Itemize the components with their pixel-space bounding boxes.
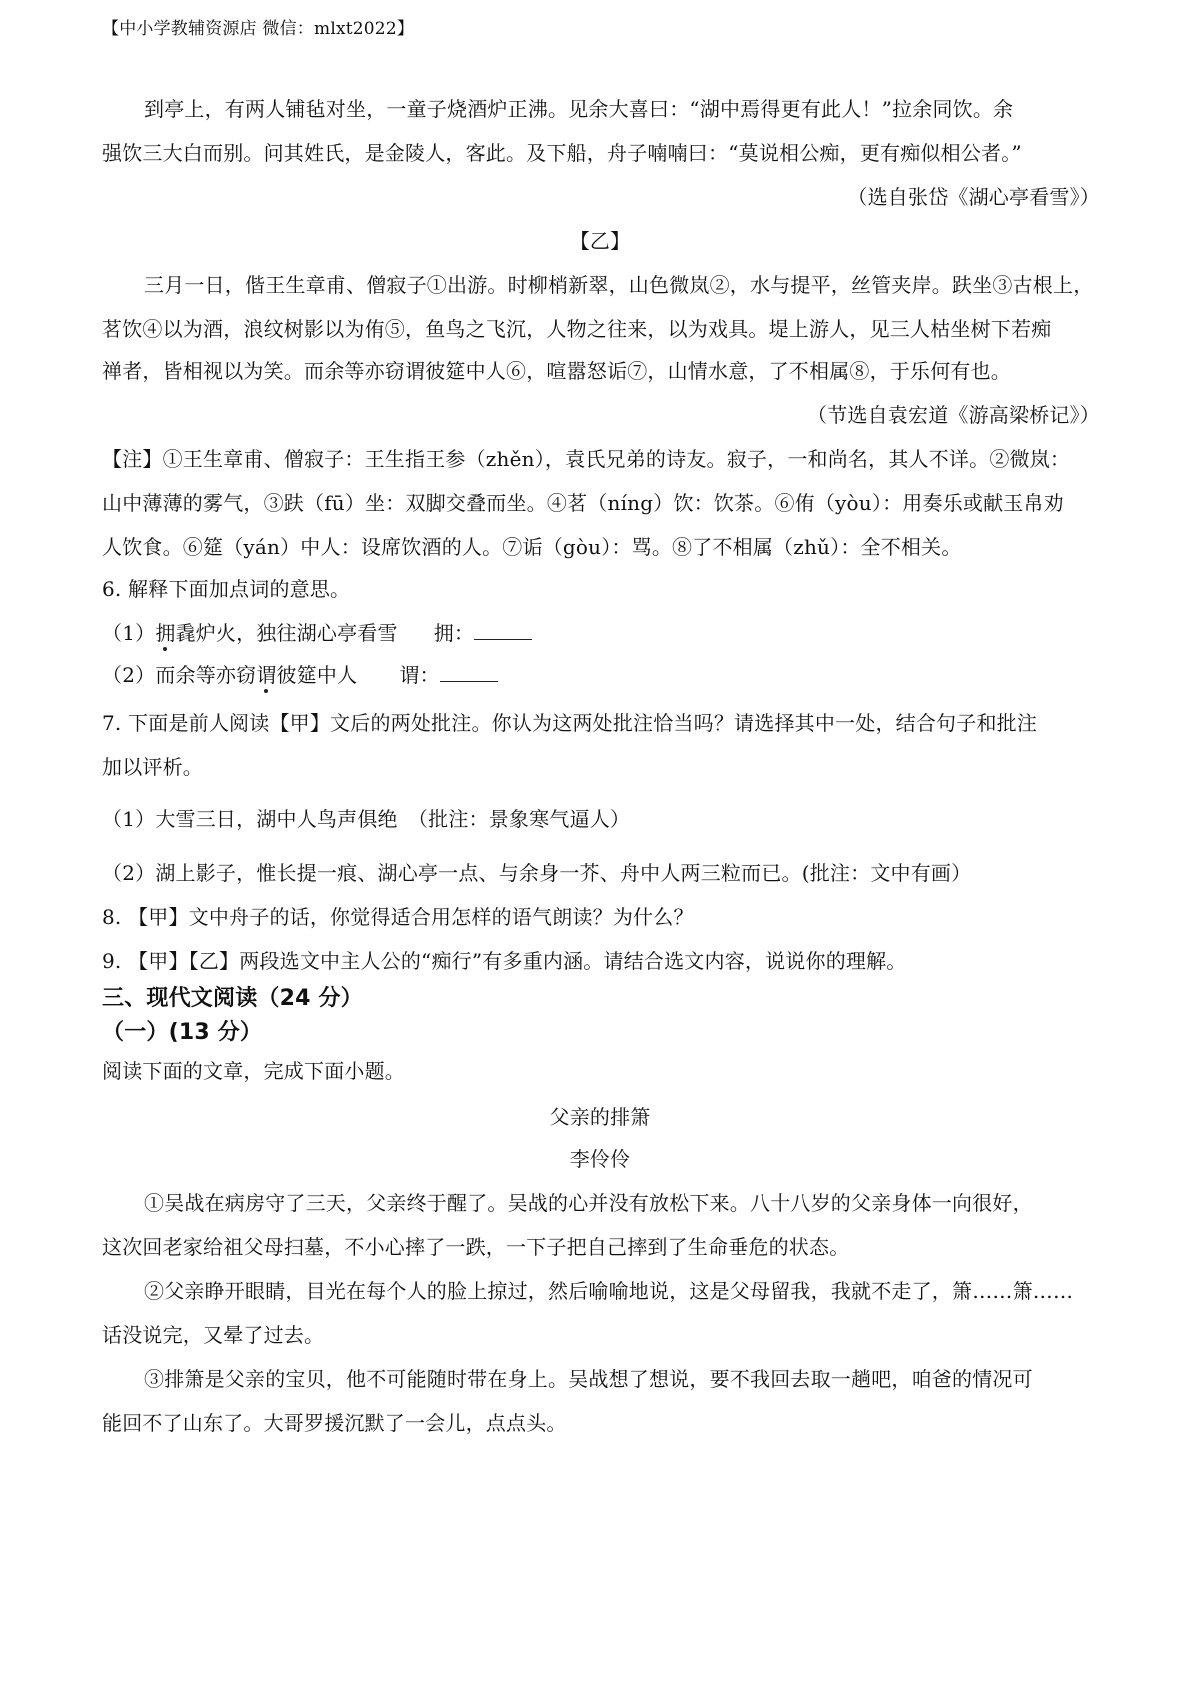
notes-line-3: 人饮食。⑥筵（yán）中人：设席饮酒的人。⑦诟（gòu）：骂。⑧了不相属（zhǔ）：全不相关。	[102, 535, 962, 559]
article-p1-line-1: ①吴战在病房守了三天，父亲终于醒了。吴战的心并没有放松下来。八十八岁的父亲身体一向很好，	[144, 1191, 1033, 1215]
notes-line-2: 山中薄薄的雾气，③趺（fū）坐：双脚交叠而坐。④茗（níng）饮：饮茶。⑥侑（yòu）：用奏乐或献玉帛劝	[102, 491, 1064, 515]
yi-text-line-1: 三月一日，偕王生章甫、僧寂子①出游。时柳梢新翠，山色微岚②，水与提平，丝管夹岸。趺坐③古根上，	[144, 273, 1094, 297]
yi-title: 【乙】	[569, 229, 631, 253]
section-3-subtitle: （一）(13 分）	[102, 1020, 263, 1045]
section-3-instruction: 阅读下面的文章，完成下面小题。	[102, 1059, 405, 1083]
q6-item-1-label: 拥：	[433, 621, 475, 645]
watermark-header: 【中小学教辅资源店 微信：mlxt2022】	[102, 19, 415, 39]
jia-source: （选自张岱《湖心亭看雪》）	[847, 185, 1100, 209]
jia-text-line-1: 到亭上，有两人铺毡对坐，一童子烧酒炉正沸。见余大喜曰：“湖中焉得更有此人！”拉余同饮。余	[144, 97, 1014, 121]
jia-text-line-2: 强饮三大白而别。问其姓氏，是金陵人，客此。及下船，舟子喃喃曰：“莫说相公痴，更有痴似相公者。”	[102, 141, 1022, 165]
q6-stem: 6. 解释下面加点词的意思。	[102, 577, 351, 601]
article-title: 父亲的排箫	[549, 1105, 651, 1129]
q6-item-2-text-pre: （2）而余等亦窃	[102, 663, 257, 687]
article-author: 李伶伶	[569, 1147, 631, 1171]
article-p1-line-2: 这次回老家给祖父母扫墓，不小心摔了一跌，一下子把自己摔到了生命垂危的状态。	[102, 1235, 850, 1259]
q6-item-2-label: 谓：	[399, 663, 440, 687]
q6-item-1-blank[interactable]	[474, 621, 532, 640]
q6-item-1	[102, 620, 532, 646]
q6-item-1-number: （1）	[102, 621, 156, 645]
article-p3-line-2: 能回不了山东了。大哥罗援沉默了一会儿，点点头。	[102, 1411, 567, 1435]
notes-line-1: 【注】①王生章甫、僧寂子：王生指王参（zhěn），袁氏兄弟的诗友。寂子，一和尚名，其人不详。②微岚：	[102, 447, 1071, 471]
section-3-title: 三、现代文阅读（24 分）	[102, 986, 363, 1011]
article-p2-line-1: ②父亲睁开眼睛，目光在每个人的脸上掠过，然后喻喻地说，这是父母留我，我就不走了，箫……箫……	[144, 1279, 1074, 1303]
yi-text-line-3: 禅者，皆相视以为笑。而余等亦窃谓彼筵中人⑥，喧嚣怒诟⑦，山情水意，了不相属⑧，于乐何有也。	[102, 359, 1011, 383]
article-p3-line-1: ③排箫是父亲的宝贝，他不可能随时带在身上。吴战想了想说，要不我回去取一趟吧，咱爸的情况可	[144, 1367, 1033, 1391]
q7-stem-line-1: 7. 下面是前人阅读【甲】文后的两处批注。你认为这两处批注恰当吗？请选择其中一处，结合句子和批注	[102, 711, 1038, 735]
q9: 9. 【甲】【乙】两段选文中主人公的“痴行”有多重内涵。请结合选文内容，说说你的理解。	[102, 949, 907, 973]
q7-item-2: （2）湖上影子，惟长提一痕、湖心亭一点、与余身一芥、舟中人两三粒而已。(批注：文中有画）	[102, 861, 972, 885]
q7-stem-line-2: 加以评析。	[102, 755, 203, 779]
q8: 8. 【甲】文中舟子的话，你觉得适合用怎样的语气朗读？为什么？	[102, 905, 694, 929]
q7-item-1: （1）大雪三日，湖中人鸟声俱绝 （批注：景象寒气逼人）	[102, 807, 631, 831]
yi-source: （节选自袁宏道《游高梁桥记》）	[807, 403, 1100, 427]
q6-item-1-text: 毳炉火，独往湖心亭看雪	[175, 621, 398, 645]
q6-item-2	[102, 662, 498, 688]
q6-item-2-blank[interactable]	[440, 663, 498, 682]
q6-item-2-text-post: 彼筵中人	[276, 663, 358, 687]
q6-item-2-dotted-word: 谓	[256, 663, 277, 687]
article-p2-line-2: 话没说完，又晕了过去。	[102, 1323, 325, 1347]
yi-text-line-2: 茗饮④以为酒，浪纹树影以为侑⑤，鱼鸟之飞沉，人物之往来，以为戏具。堤上游人，见三人枯坐树下若痴	[102, 317, 1052, 341]
q6-item-1-dotted-word: 拥	[155, 621, 176, 645]
